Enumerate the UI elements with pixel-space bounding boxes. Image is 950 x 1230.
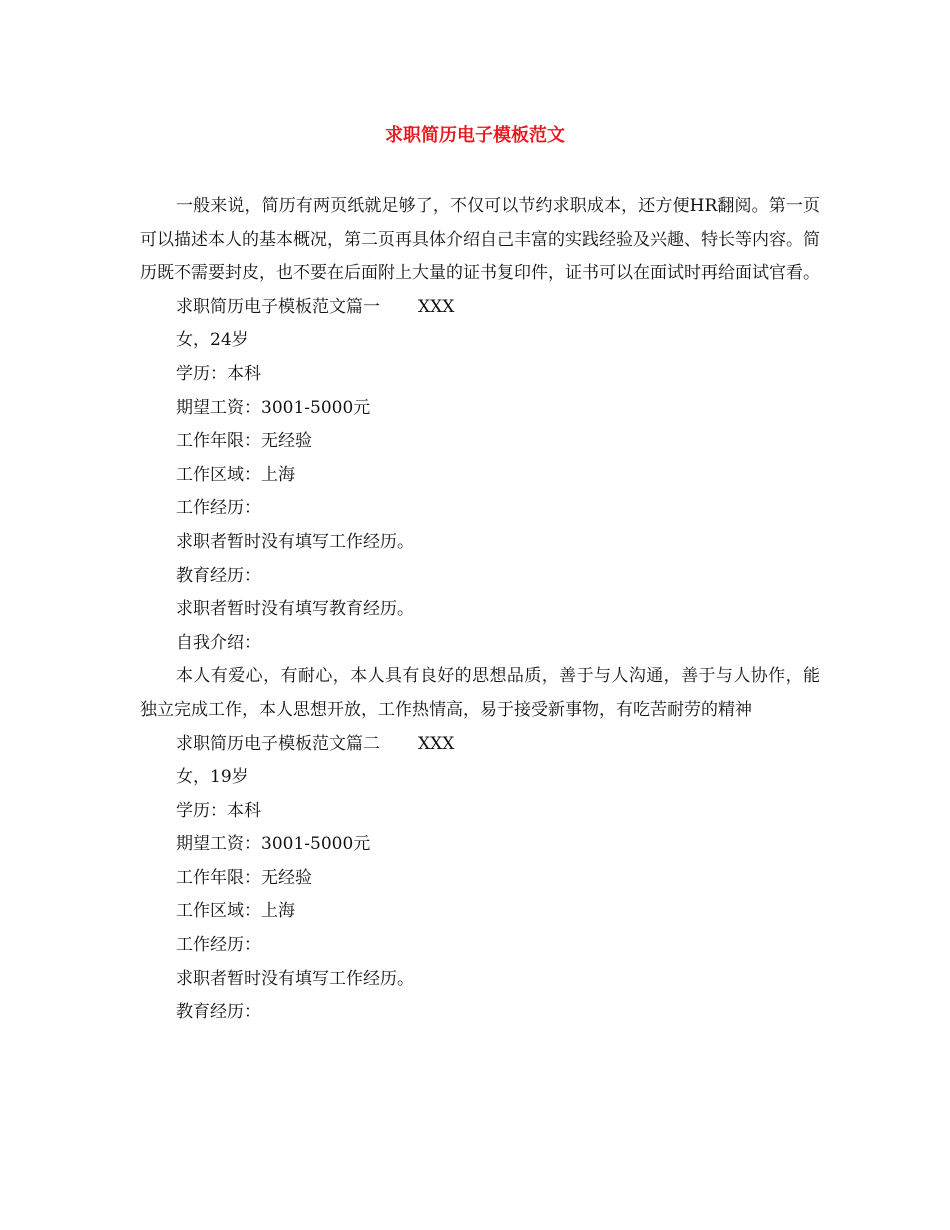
resume1-intro-value: 本人有爱心，有耐心，本人具有良好的思想品质，善于与人沟通，善于与人协作，能独立完成工作，本人思想开放，工作热情高，易于接受新事物，有吃苦耐劳的精神 — [140, 666, 820, 720]
resume1-heading: 求职简历电子模板范文篇一 — [176, 296, 380, 317]
resume2-work-label: 工作经历： — [176, 935, 261, 956]
resume1-work-value: 求职者暂时没有填写工作经历。 — [176, 531, 414, 552]
resume1-education: 学历：本科 — [176, 363, 261, 384]
resume2-work-value: 求职者暂时没有填写工作经历。 — [176, 968, 414, 989]
resume1-years: 工作年限：无经验 — [176, 431, 312, 452]
resume2-salary: 期望工资：3001-5000元 — [176, 834, 371, 855]
resume1-work-label: 工作经历： — [176, 498, 261, 519]
resume1-heading-line — [140, 291, 820, 325]
resume2-area: 工作区域：上海 — [176, 901, 295, 922]
resume2-years: 工作年限：无经验 — [176, 867, 312, 888]
resume2-heading: 求职简历电子模板范文篇二 — [176, 733, 380, 754]
resume1-name: XXX — [418, 296, 455, 317]
resume1-area: 工作区域：上海 — [176, 464, 295, 485]
resume1-edu-value: 求职者暂时没有填写教育经历。 — [176, 599, 414, 620]
resume2-edu-label: 教育经历： — [176, 1002, 261, 1023]
resume2-gender-age: 女，19岁 — [176, 767, 249, 788]
resume1-gender-age: 女，24岁 — [176, 330, 249, 351]
resume1-edu-label: 教育经历： — [176, 565, 261, 586]
resume2-name: XXX — [418, 733, 455, 754]
intro-paragraph: 一般来说，简历有两页纸就足够了，不仅可以节约求职成本，还方便HR翻阅。第一页可以描述本人的基本概况，第二页再具体介绍自己丰富的实践经验及兴趣、特长等内容。简历既不需要封皮，也不要在后面附上大量的证书复印件，证书可以在面试时再给面试官看。 — [140, 196, 820, 284]
resume1-salary: 期望工资：3001-5000元 — [176, 397, 371, 418]
document-body — [140, 190, 820, 1030]
resume2-heading-line — [140, 728, 820, 762]
document-title: 求职简历电子模板范文 — [385, 125, 565, 146]
resume1-intro-label: 自我介绍： — [176, 632, 261, 653]
resume2-education: 学历：本科 — [176, 800, 261, 821]
